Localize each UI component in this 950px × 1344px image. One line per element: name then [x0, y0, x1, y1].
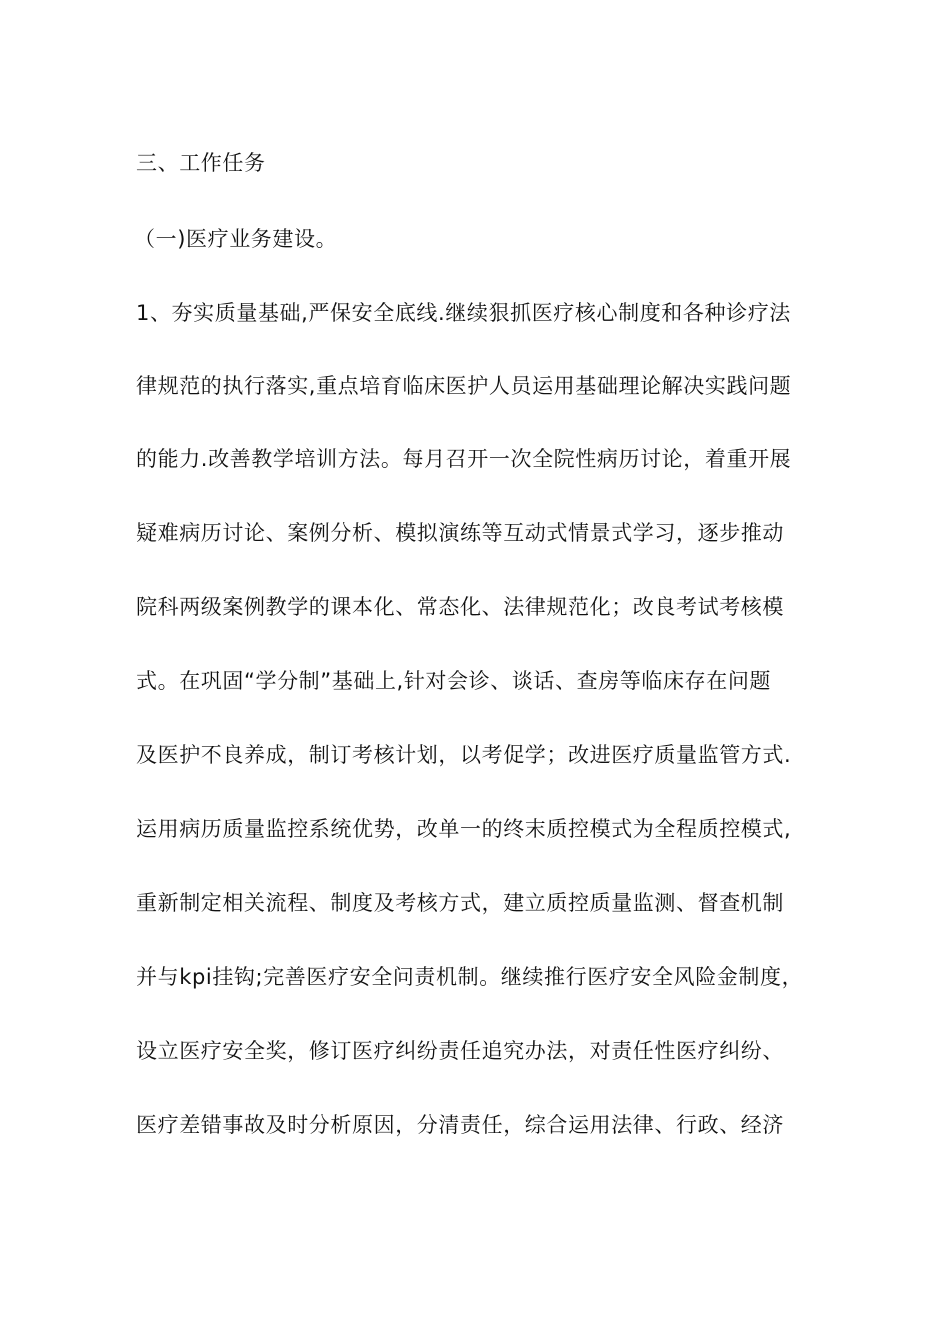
subsection-heading: （一)医疗业务建设。 [134, 227, 338, 251]
section-heading: 三、工作任务 [136, 151, 266, 175]
paragraph-line: 1、夯实质量基础,严保安全底线.继续狠抓医疗核心制度和各种诊疗法 [136, 301, 791, 325]
paragraph-line: 律规范的执行落实,重点培育临床医护人员运用基础理论解决实践问题 [136, 374, 792, 398]
paragraph-line: 并与kpi挂钩;完善医疗安全问责机制。继续推行医疗安全风险金制度， [136, 965, 804, 989]
paragraph-line: 院科两级案例教学的课本化、常态化、法律规范化；改良考试考核模 [136, 595, 784, 619]
paragraph-line: 运用病历质量监控系统优势，改单一的终末质控模式为全程质控模式, [136, 817, 792, 841]
paragraph-line: 重新制定相关流程、制度及考核方式，建立质控质量监测、督查机制 [136, 891, 784, 915]
paragraph-line: 的能力.改善教学培训方法。每月召开一次全院性病历讨论，着重开展 [136, 447, 792, 471]
paragraph-line: 医疗差错事故及时分析原因，分清责任，综合运用法律、行政、经济 [136, 1113, 784, 1137]
paragraph-line: 式。在巩固“学分制”基础上,针对会诊、谈话、查房等临床存在问题 [136, 669, 772, 693]
paragraph-line: 设立医疗安全奖，修订医疗纠纷责任追究办法，对责任性医疗纠纷、 [136, 1039, 784, 1063]
paragraph-line: 疑难病历讨论、案例分析、模拟演练等互动式情景式学习，逐步推动 [136, 521, 784, 545]
paragraph-line: 及医护不良养成，制订考核计划，以考促学；改进医疗质量监管方式. [136, 743, 792, 767]
